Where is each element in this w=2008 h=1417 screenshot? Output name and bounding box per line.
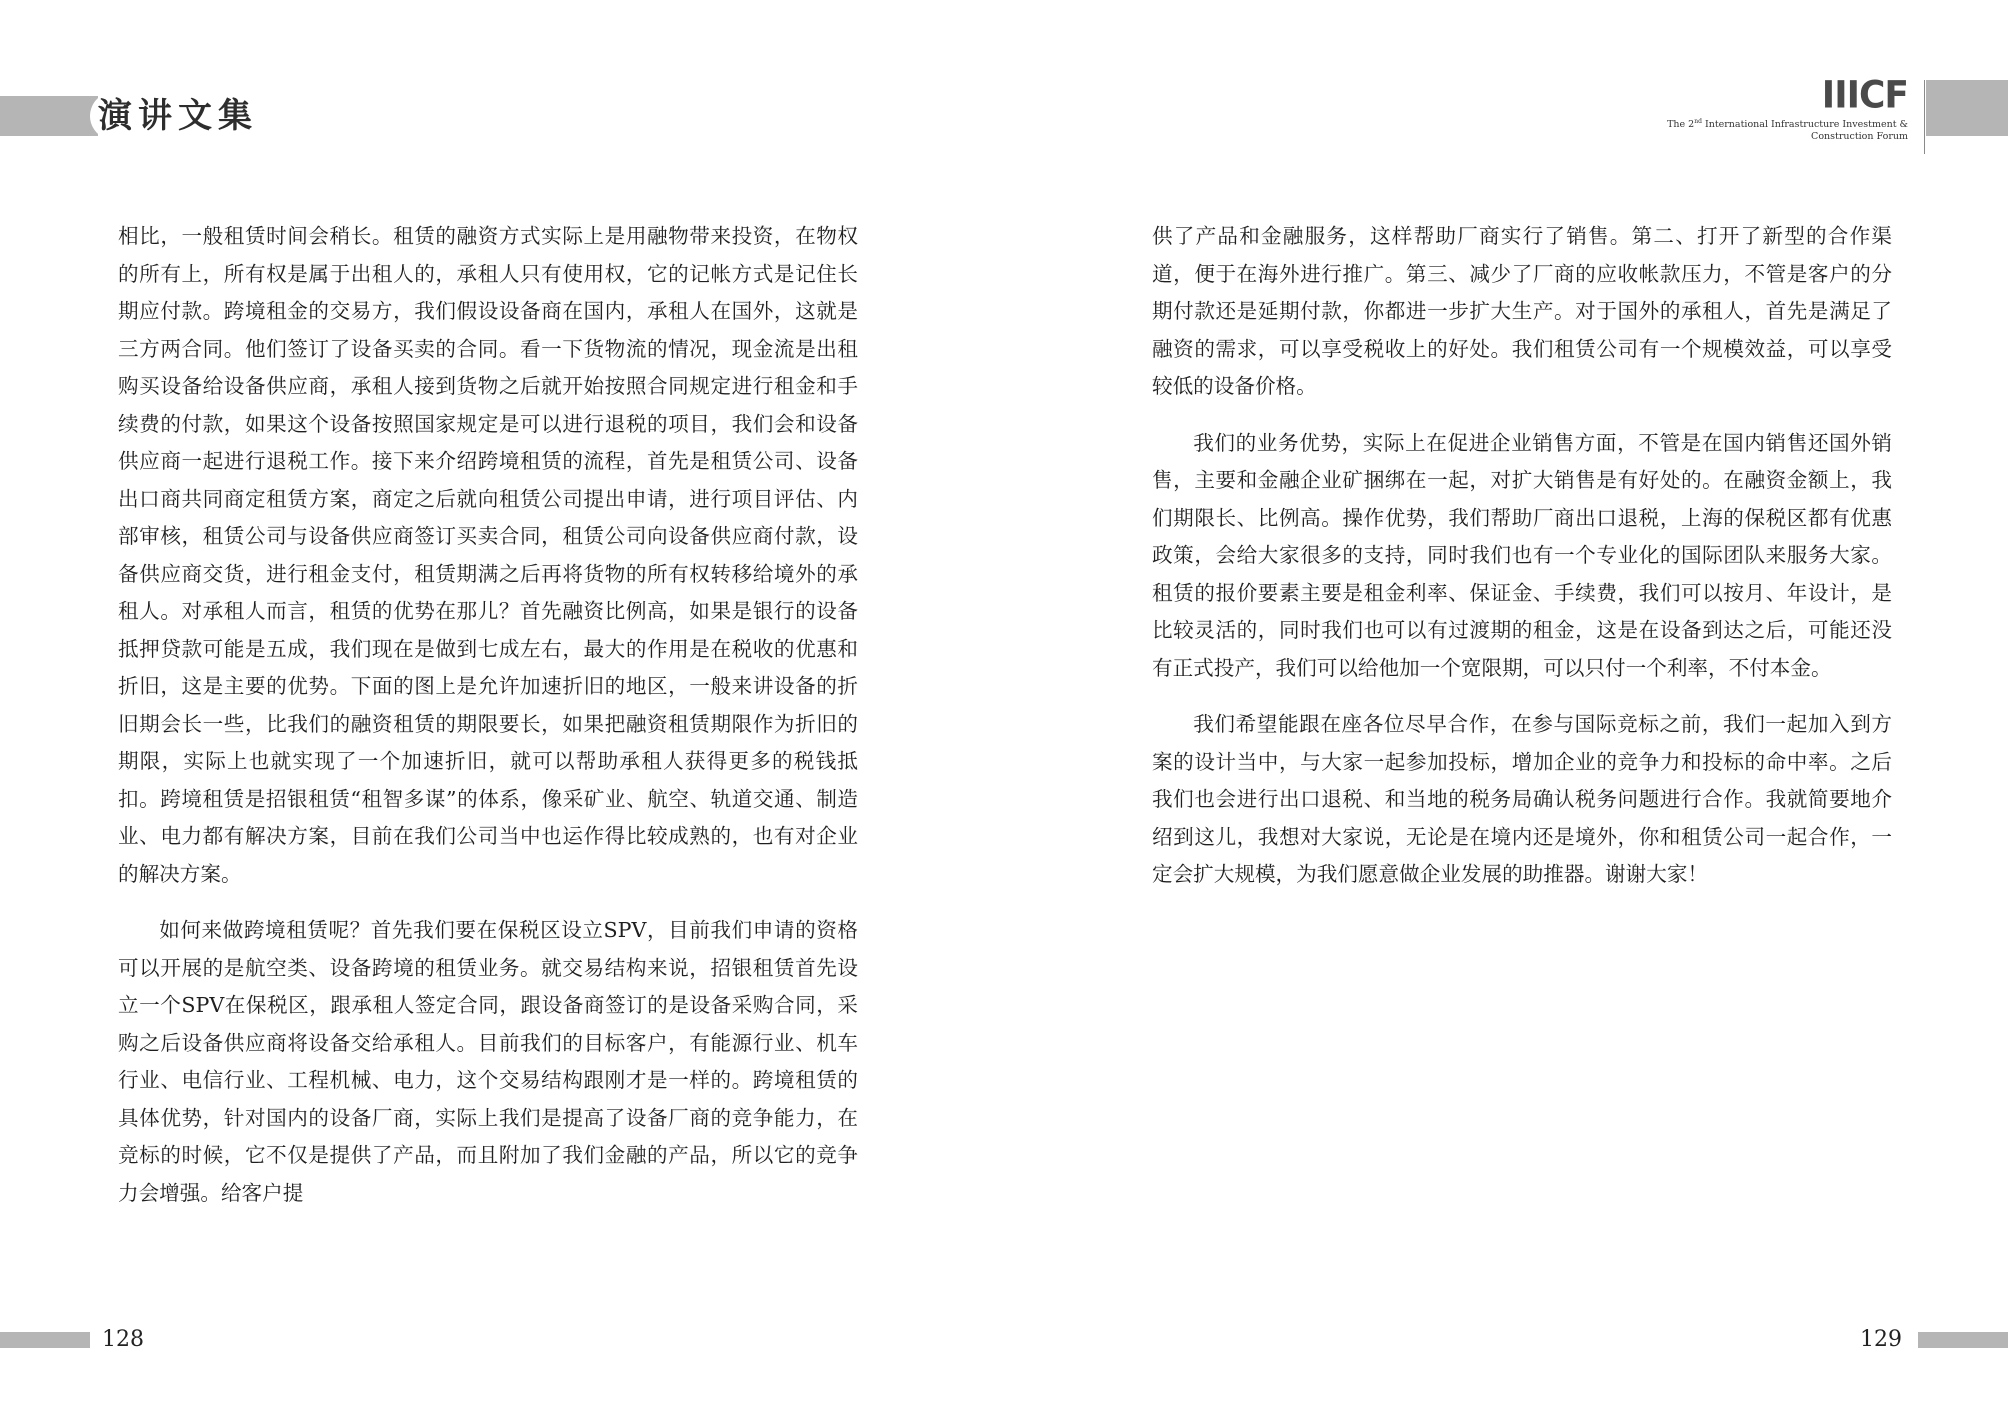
header-rule	[1924, 80, 1925, 154]
left-paragraph-2: 如何来做跨境租赁呢？首先我们要在保税区设立SPV，目前我们申请的资格可以开展的是航空类、设备跨境的租赁业务。就交易结构来说，招银租赁首先设立一个SPV在保税区，跟承租人签定合同，跟设备商签订的是设备采购合同，采购之后设备供应商将设备交给承租人。目前我们的目标客户，有能源行业、机车行业、电信行业、工程机械、电力，这个交易结构跟刚才是一样的。跨境租赁的具体优势，针对国内的设备厂商，实际上我们是提高了设备厂商的竞争能力，在竞标的时候，它不仅是提供了产品，而且附加了我们金融的产品，所以它的竞争力会增强。给客户提	[118, 918, 858, 1205]
logo-subtitle-line-2: Construction Forum	[1811, 131, 1908, 143]
page-number-right: 129	[1860, 1327, 1902, 1352]
right-paragraph-3: 我们希望能跟在座各位尽早合作，在参与国际竞标之前，我们一起加入到方案的设计当中，与大家一起参加投标，增加企业的竞争力和投标的命中率。之后我们也会进行出口退税、和当地的税务局确认税务问题进行合作。我就简要地介绍到这儿，我想对大家说，无论是在境内还是境外，你和租赁公司一起合作，一定会扩大规模，为我们愿意做企业发展的助推器。谢谢大家！	[1152, 712, 1892, 886]
logo-sub-sup: nd	[1694, 118, 1702, 125]
section-title: 演讲文集	[90, 92, 272, 140]
header-bar-left	[0, 96, 98, 136]
logo-mark: IIICF	[1821, 73, 1908, 117]
right-paragraph-1: 供了产品和金融服务，这样帮助厂商实行了销售。第二、打开了新型的合作渠道，便于在海外进行推广。第三、减少了厂商的应收帐款压力，不管是客户的分期付款还是延期付款，你都进一步扩大生产。对于国外的承租人，首先是满足了融资的需求，可以享受税收上的好处。我们租赁公司有一个规模效益，可以享受较低的设备价格。	[1152, 224, 1892, 398]
page-number-left: 128	[102, 1327, 144, 1352]
forum-logo	[1667, 73, 1908, 143]
left-paragraph-1: 相比，一般租赁时间会稍长。租赁的融资方式实际上是用融物带来投资，在物权的所有上，所有权是属于出租人的，承租人只有使用权，它的记帐方式是记住长期应付款。跨境租金的交易方，我们假设设备商在国内，承租人在国外，这就是三方两合同。他们签订了设备买卖的合同。看一下货物流的情况，现金流是出租购买设备给设备供应商，承租人接到货物之后就开始按照合同规定进行租金和手续费的付款，如果这个设备按照国家规定是可以进行退税的项目，我们会和设备供应商一起进行退税工作。接下来介绍跨境租赁的流程，首先是租赁公司、设备出口商共同商定租赁方案，商定之后就向租赁公司提出申请，进行项目评估、内部审核，租赁公司与设备供应商签订买卖合同，租赁公司向设备供应商付款，设备供应商交货，进行租金支付，租赁期满之后再将货物的所有权转移给境外的承租人。对承租人而言，租赁的优势在那儿？首先融资比例高，如果是银行的设备抵押贷款可能是五成，我们现在是做到七成左右，最大的作用是在税收的优惠和折旧，这是主要的优势。下面的图上是允许加速折旧的地区，一般来讲设备的折旧期会长一些，比我们的融资租赁的期限要长，如果把融资租赁期限作为折旧的期限，实际上也就实现了一个加速折旧，就可以帮助承租人获得更多的税钱抵扣。跨境租赁是招银租赁“租智多谋”的体系，像采矿业、航空、轨道交通、制造业、电力都有解决方案，目前在我们公司当中也运作得比较成熟的，也有对企业的解决方案。	[118, 224, 858, 886]
left-text-column	[118, 218, 858, 1212]
logo-subtitle-line-1	[1667, 116, 1908, 131]
logo-sub-prefix: The 2	[1667, 119, 1695, 131]
footer-bar-right	[1918, 1332, 2008, 1348]
right-text-column	[1152, 218, 1892, 894]
right-paragraph-2: 我们的业务优势，实际上在促进企业销售方面，不管是在国内销售还国外销售，主要和金融企业矿捆绑在一起，对扩大销售是有好处的。在融资金额上，我们期限长、比例高。操作优势，我们帮助厂商出口退税，上海的保税区都有优惠政策，会给大家很多的支持，同时我们也有一个专业化的国际团队来服务大家。租赁的报价要素主要是租金利率、保证金、手续费，我们可以按月、年设计，是比较灵活的，同时我们也可以有过渡期的租金，这是在设备到达之后，可能还没有正式投产，我们可以给他加一个宽限期，可以只付一个利率，不付本金。	[1152, 430, 1892, 680]
right-page	[1004, 0, 2008, 1417]
footer-bar-left	[0, 1332, 90, 1348]
header-bar-right	[1926, 80, 2008, 136]
logo-sub-rest: International Infrastructure Investment &	[1701, 119, 1908, 131]
